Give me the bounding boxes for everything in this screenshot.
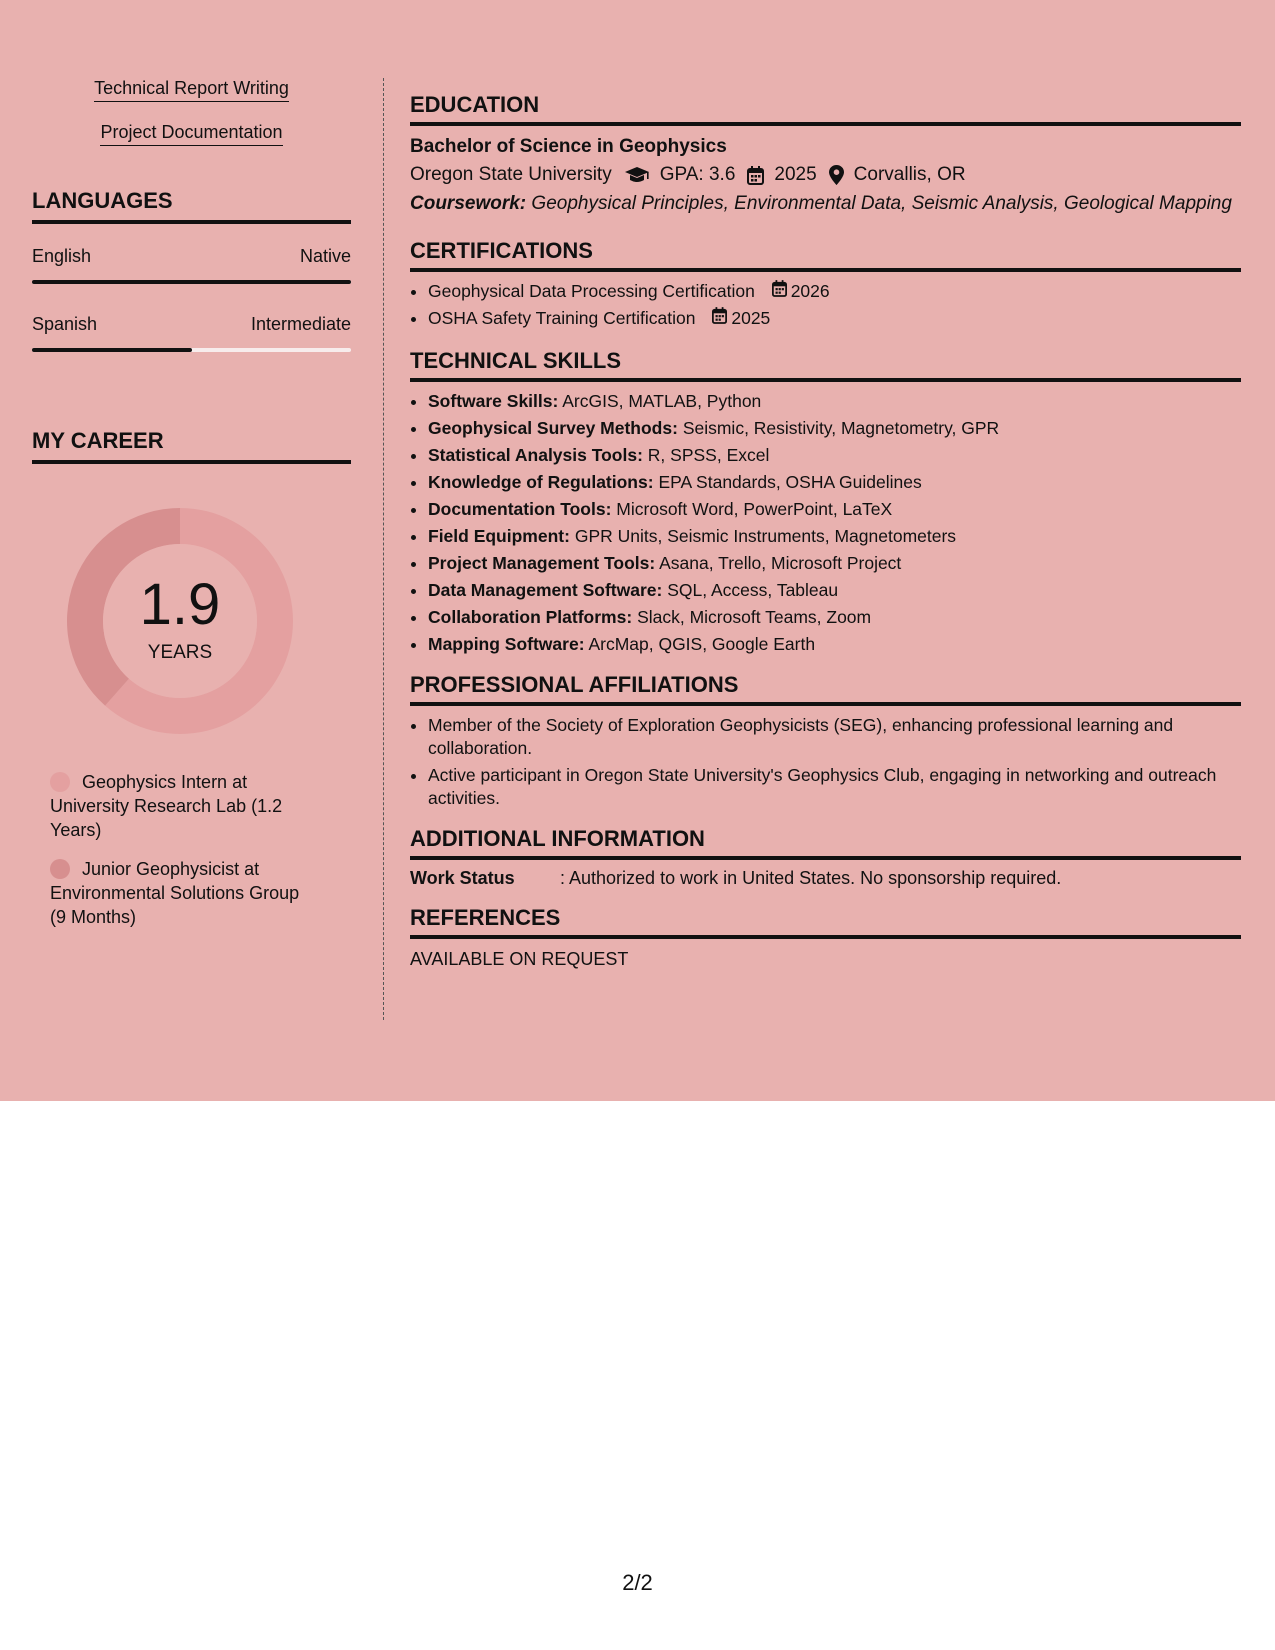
affiliation-item: • Member of the Society of Exploration Geophysicists (SEG), enhancing professional learning and collaboration. [428, 714, 1241, 760]
skill-value: Microsoft Word, PowerPoint, LaTeX [616, 499, 893, 519]
language-name: Spanish [32, 314, 98, 334]
coursework-label: Coursework: [410, 193, 527, 214]
skill-value: EPA Standards, OSHA Guidelines [658, 472, 922, 492]
career-item [50, 770, 320, 842]
column-divider [383, 78, 384, 1020]
skill-value: SQL, Access, Tableau [667, 580, 839, 600]
career-item [50, 857, 320, 929]
certifications-heading: CERTIFICATIONS [410, 238, 1241, 272]
work-status-value: : Authorized to work in United States. No sponsorship required. [560, 868, 1062, 888]
education-school: Oregon State University [410, 164, 612, 185]
skill-label: Mapping Software: [428, 634, 585, 654]
skill-value: ArcGIS, MATLAB, Python [562, 391, 762, 411]
technical-skill-item [428, 498, 1241, 521]
language-bar [32, 280, 351, 284]
skill-value: Asana, Trello, Microsoft Project [659, 553, 902, 573]
additional-info-section [410, 826, 1241, 889]
affiliations-heading: PROFESSIONAL AFFILIATIONS [410, 672, 1241, 706]
certification-item [428, 307, 1241, 330]
language-bar-fill [32, 348, 192, 352]
technical-skill-item [428, 579, 1241, 602]
skill-value: ArcMap, QGIS, Google Earth [588, 634, 816, 654]
right-column [410, 92, 1241, 984]
career-heading: MY CAREER [32, 428, 351, 464]
education-section [410, 92, 1241, 216]
technical-skill-item [428, 552, 1241, 575]
education-gpa: GPA: 3.6 [659, 164, 736, 185]
education-meta [410, 164, 1241, 186]
skill-value: GPR Units, Seismic Instruments, Magnetometers [574, 526, 957, 546]
language-name: English [32, 246, 92, 266]
additional-info-heading: ADDITIONAL INFORMATION [410, 826, 1241, 860]
page-number: 2/2 [622, 1570, 653, 1595]
language-level: Intermediate [250, 314, 351, 334]
education-location: Corvallis, OR [853, 164, 966, 185]
technical-skills-list [410, 390, 1241, 656]
language-level: Native [299, 246, 351, 266]
skill-label: Statistical Analysis Tools: [428, 445, 643, 465]
calendar-icon [772, 280, 787, 303]
career-donut [67, 508, 293, 734]
work-status-label: Work Status [410, 868, 515, 888]
technical-skill-item [428, 471, 1241, 494]
technical-skills-section [410, 348, 1241, 656]
language-bar [32, 348, 351, 352]
languages-heading: LANGUAGES [32, 188, 351, 224]
technical-skill-item [428, 525, 1241, 548]
language-spanish [32, 314, 351, 352]
skill-label: Project Management Tools: [428, 553, 656, 573]
career-item-text: Geophysics Intern at University Research Lab (1.2 Years) [50, 772, 283, 840]
certification-item [428, 280, 1241, 303]
skill-value: R, SPSS, Excel [647, 445, 770, 465]
career-item-text: Junior Geophysicist at Environmental Solutions Group (9 Months) [50, 859, 300, 927]
technical-skill-item [428, 444, 1241, 467]
references-section [410, 905, 1241, 970]
references-heading: REFERENCES [410, 905, 1241, 939]
skill-project-documentation: Project Documentation [100, 122, 282, 146]
certification-year: 2026 [790, 281, 830, 301]
references-text: AVAILABLE ON REQUEST [410, 949, 629, 969]
career-years-unit: YEARS [147, 642, 213, 663]
education-degree: Bachelor of Science in Geophysics [410, 136, 727, 157]
career-dot-icon [50, 772, 70, 792]
certifications-section [410, 238, 1241, 330]
technical-skill-item [428, 606, 1241, 629]
skill-label: Knowledge of Regulations: [428, 472, 654, 492]
career-years-value: 1.9 [139, 572, 221, 637]
skill-label: Software Skills: [428, 391, 559, 411]
technical-skills-heading: TECHNICAL SKILLS [410, 348, 1241, 382]
education-coursework [410, 192, 1241, 216]
certification-year: 2025 [731, 308, 771, 328]
coursework-list: Geophysical Principles, Environmental Data, Seismic Analysis, Geological Mapping [531, 193, 1232, 214]
affiliations-section [410, 672, 1241, 810]
skill-label: Data Management Software: [428, 580, 663, 600]
technical-skill-item [428, 633, 1241, 656]
skill-label: Documentation Tools: [428, 499, 612, 519]
affiliation-item: • Active participant in Oregon State University's Geophysics Club, engaging in networking and outreach activities. [428, 764, 1241, 810]
skill-label: Collaboration Platforms: [428, 607, 633, 627]
skill-value: Slack, Microsoft Teams, Zoom [637, 607, 872, 627]
certification-name: Geophysical Data Processing Certification [428, 281, 755, 301]
skill-label: Geophysical Survey Methods: [428, 418, 678, 438]
education-heading: EDUCATION [410, 92, 1241, 126]
calendar-icon [712, 307, 727, 330]
technical-skill-item [428, 390, 1241, 413]
skill-value: Seismic, Resistivity, Magnetometry, GPR [682, 418, 1000, 438]
career-list [32, 770, 320, 929]
language-english [32, 246, 351, 284]
left-column [32, 78, 351, 944]
education-year: 2025 [774, 164, 817, 185]
map-pin-icon [829, 165, 844, 185]
certification-name: OSHA Safety Training Certification [428, 308, 696, 328]
language-bar-fill [32, 280, 351, 284]
technical-skill-item [428, 417, 1241, 440]
skill-label: Field Equipment: [428, 526, 570, 546]
skill-technical-report-writing: Technical Report Writing [94, 78, 289, 102]
career-dot-icon [50, 859, 70, 879]
graduation-cap-icon [624, 166, 650, 184]
calendar-icon [747, 166, 764, 185]
